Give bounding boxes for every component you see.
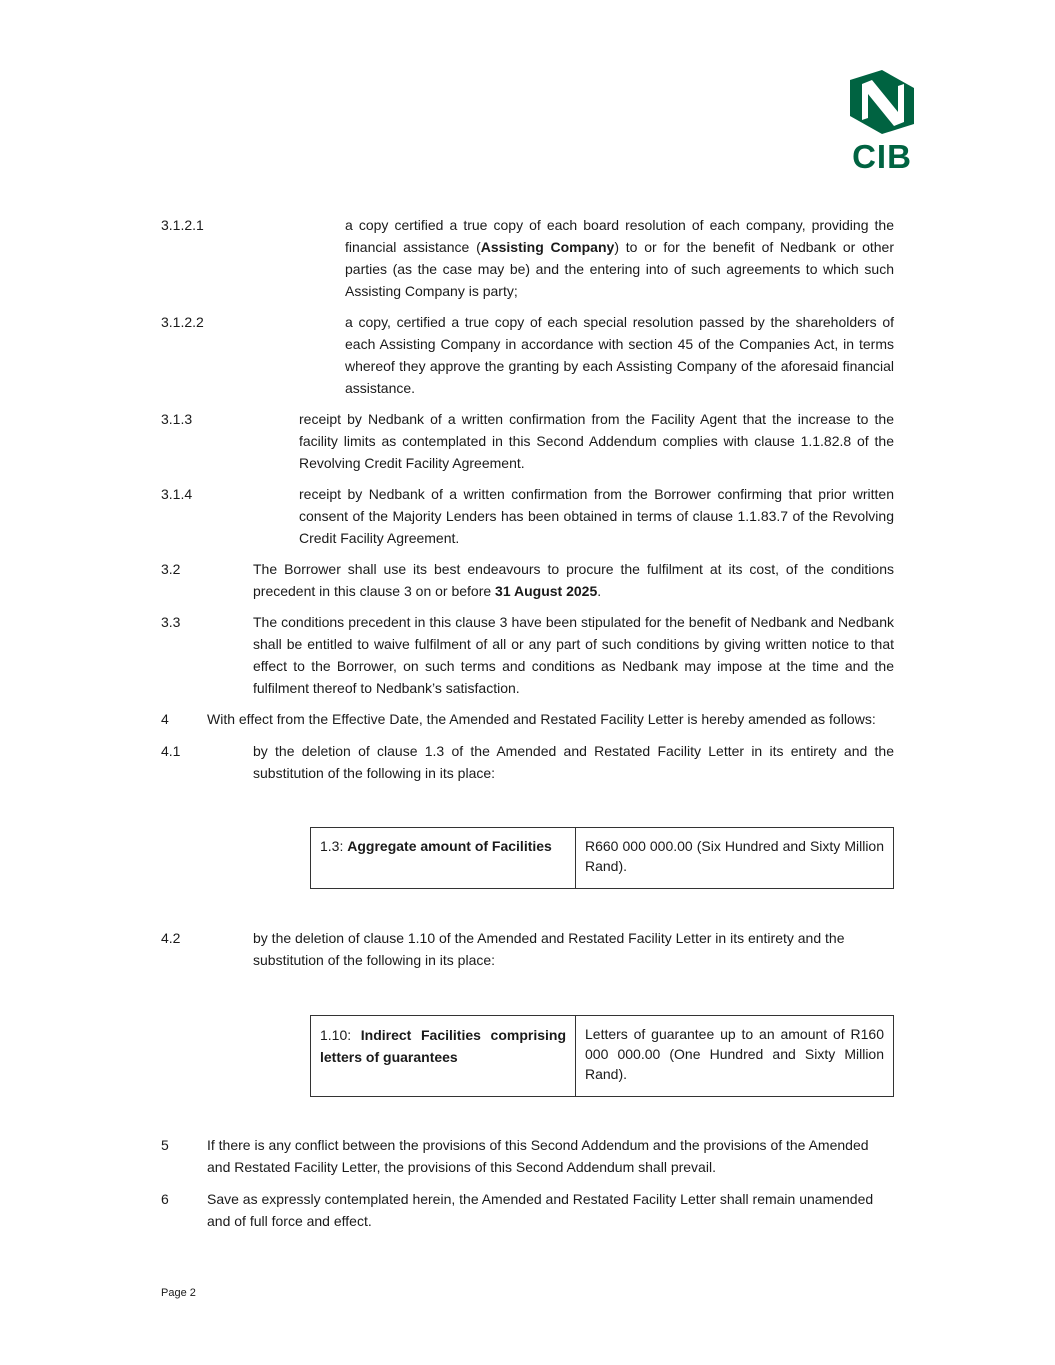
clause-text: by the deletion of clause 1.10 of the Amended and Restated Facility Letter in its entirety and the substitution of the following in its place: bbox=[253, 930, 845, 968]
clause-4-2 bbox=[161, 927, 894, 971]
clause-number: 3.1.2.1 bbox=[161, 217, 204, 233]
table-cell-label bbox=[311, 828, 576, 889]
clause-text-part: . bbox=[597, 583, 602, 599]
defined-term: Assisting Company bbox=[480, 239, 615, 255]
page-number: Page 2 bbox=[161, 1287, 196, 1299]
clause-4 bbox=[161, 708, 901, 730]
facility-amount-table bbox=[310, 827, 894, 889]
clause-5 bbox=[161, 1134, 894, 1178]
clause-text: receipt by Nedbank of a written confirmation from the Facility Agent that the increase to the facility limits as contemplated in this Second Addendum complies with clause 1.1.82.8 of the Revolving Credit Facility Agreement. bbox=[299, 411, 894, 471]
logo-brand-text: CIB bbox=[852, 138, 912, 175]
clause-text: by the deletion of clause 1.3 of the Amended and Restated Facility Letter in its entirety and the substitution of the following in its place: bbox=[253, 743, 894, 781]
table-row bbox=[311, 828, 894, 889]
clause-text: The conditions precedent in this clause 3 have been stipulated for the benefit of Nedbank and Nedbank shall be entitled to waive fulfilment of all or any part of such conditions by giving written notice to that effect to the Borrower, on such terms and conditions as Nedbank may impose at the time and the fulfilment thereof to Nedbank’s satisfaction. bbox=[253, 614, 894, 696]
table-cell-value: Letters of guarantee up to an amount of R160 000 000.00 (One Hundred and Sixty Million Rand). bbox=[576, 1016, 894, 1097]
clause-text: a copy, certified a true copy of each special resolution passed by the shareholders of each Assisting Company in accordance with section 45 of the Companies Act, in terms whereof they approve the granting by each Assisting Company of the aforesaid financial assistance. bbox=[345, 314, 894, 396]
clause-text: If there is any conflict between the provisions of this Second Addendum and the provisions of the Amended and Restated Facility Letter, the provisions of this Second Addendum shall prevail. bbox=[207, 1137, 869, 1175]
clause-number: 3.2 bbox=[161, 561, 181, 577]
clause-3-2 bbox=[161, 558, 894, 602]
deadline-date: 31 August 2025 bbox=[495, 583, 598, 599]
table-heading: Aggregate amount of Facilities bbox=[347, 838, 552, 854]
nedbank-n-icon bbox=[848, 68, 916, 136]
clause-3-1-4 bbox=[161, 483, 894, 549]
table-cell-label bbox=[311, 1016, 576, 1097]
clause-number: 4.2 bbox=[161, 930, 181, 946]
clause-text-part: ) to or for the benefit of Nedbank or other parties (as the case may be) and the entering into of such agreements to which such Assisting Company is party; bbox=[345, 239, 894, 299]
clause-number: 5 bbox=[161, 1137, 169, 1153]
clause-text-part: a copy certified a true copy of each board resolution of each company, providing the financial assistance ( bbox=[345, 217, 894, 255]
table-row bbox=[311, 1016, 894, 1097]
clause-3-3 bbox=[161, 611, 894, 699]
clause-text: Save as expressly contemplated herein, the Amended and Restated Facility Letter shall remain unamended and of full force and effect. bbox=[207, 1191, 874, 1229]
clause-number: 3.3 bbox=[161, 614, 181, 630]
clause-text bbox=[345, 214, 894, 302]
clause-4-1 bbox=[161, 740, 894, 784]
clause-text: receipt by Nedbank of a written confirmation from the Borrower confirming that prior written consent of the Majority Lenders has been obtained in terms of clause 1.1.83.7 of the Revolving Credit Facility Agreement. bbox=[299, 486, 894, 546]
clause-number: 3.1.3 bbox=[161, 411, 193, 427]
clause-text: With effect from the Effective Date, the Amended and Restated Facility Letter is hereby amended as follows: bbox=[207, 711, 876, 727]
clause-text-part: The Borrower shall use its best endeavours to procure the fulfilment at its cost, of the conditions precedent in this clause 3 on or before bbox=[253, 561, 894, 599]
table-cell-value: R660 000 000.00 (Six Hundred and Sixty Million Rand). bbox=[576, 828, 894, 889]
clause-3-1-3 bbox=[161, 408, 894, 474]
clause-ref: 1.3: bbox=[320, 838, 348, 854]
clause-number: 4.1 bbox=[161, 743, 181, 759]
clause-3-1-2-1 bbox=[161, 214, 894, 302]
table-heading: Indirect Facilities comprising letters of guarantees bbox=[320, 1027, 566, 1065]
clause-number: 6 bbox=[161, 1191, 169, 1207]
nedbank-cib-logo bbox=[848, 68, 916, 178]
clause-number: 3.1.2.2 bbox=[161, 314, 204, 330]
indirect-facilities-table bbox=[310, 1015, 894, 1097]
clause-number: 4 bbox=[161, 711, 169, 727]
clause-number: 3.1.4 bbox=[161, 486, 193, 502]
clause-text bbox=[253, 558, 894, 602]
clause-ref: 1.10: bbox=[320, 1027, 361, 1043]
clause-3-1-2-2 bbox=[161, 311, 894, 399]
clause-6 bbox=[161, 1188, 894, 1232]
